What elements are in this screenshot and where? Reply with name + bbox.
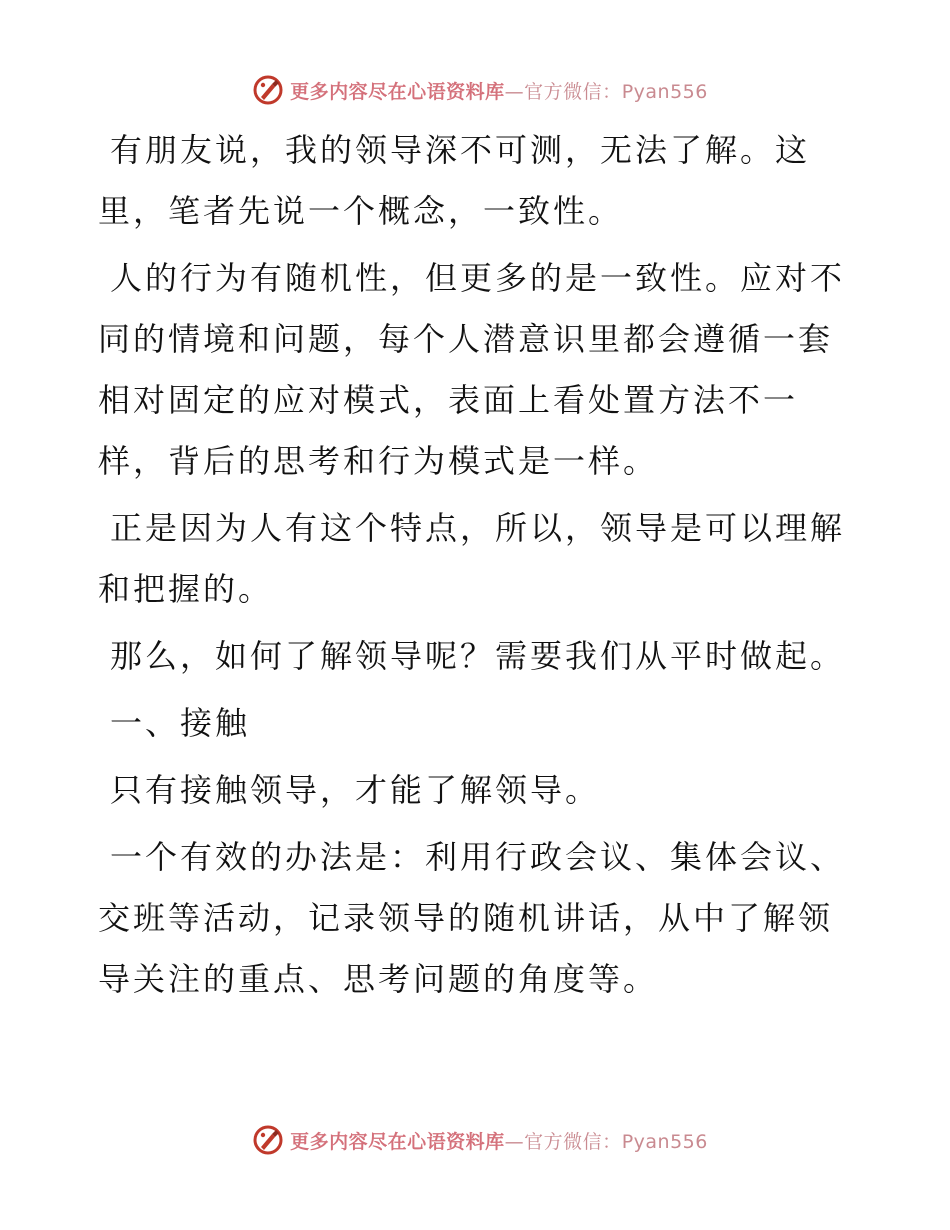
footer-banner-text bbox=[290, 1127, 708, 1154]
footer-banner-main: 更多内容尽在心语资料库 bbox=[290, 1130, 505, 1153]
header-banner-id: Pyan556 bbox=[621, 80, 708, 103]
paragraph-6: 一个有效的办法是：利用行政会议、集体会议、交班等活动，记录领导的随机讲话，从中了解领导关注的重点、思考问题的角度等。 bbox=[98, 838, 846, 998]
footer-banner-wechat: 官方微信： bbox=[524, 1130, 622, 1153]
paragraph-5: 只有接触领导，才能了解领导。 bbox=[110, 771, 601, 809]
section-heading: 一、接触 bbox=[110, 704, 251, 742]
paragraph-4: 那么，如何了解领导呢？需要我们从平时做起。 bbox=[110, 637, 846, 675]
paragraph-1: 有朋友说，我的领导深不可测，无法了解。这里，笔者先说一个概念，一致性。 bbox=[98, 131, 811, 230]
paragraph-3: 正是因为人有这个特点，所以，领导是可以理解和把握的。 bbox=[98, 509, 846, 608]
header-banner-wechat: 官方微信： bbox=[524, 80, 622, 103]
header-watermark bbox=[0, 70, 950, 110]
footer-watermark bbox=[0, 1120, 950, 1160]
paragraph-2: 人的行为有随机性，但更多的是一致性。应对不同的情境和问题，每个人潜意识里都会遵循一套相对固定的应对模式，表面上看处置方法不一样，背后的思考和行为模式是一样。 bbox=[98, 259, 846, 480]
header-banner-text bbox=[290, 77, 708, 104]
footer-banner-id: Pyan556 bbox=[621, 1130, 708, 1153]
header-banner-main: 更多内容尽在心语资料库 bbox=[290, 80, 505, 103]
pen-logo-icon bbox=[252, 1124, 284, 1156]
header-banner-sep: — bbox=[504, 80, 525, 103]
footer-banner-sep: — bbox=[504, 1130, 525, 1153]
pen-logo-icon bbox=[252, 74, 284, 106]
document-body bbox=[98, 120, 858, 1016]
